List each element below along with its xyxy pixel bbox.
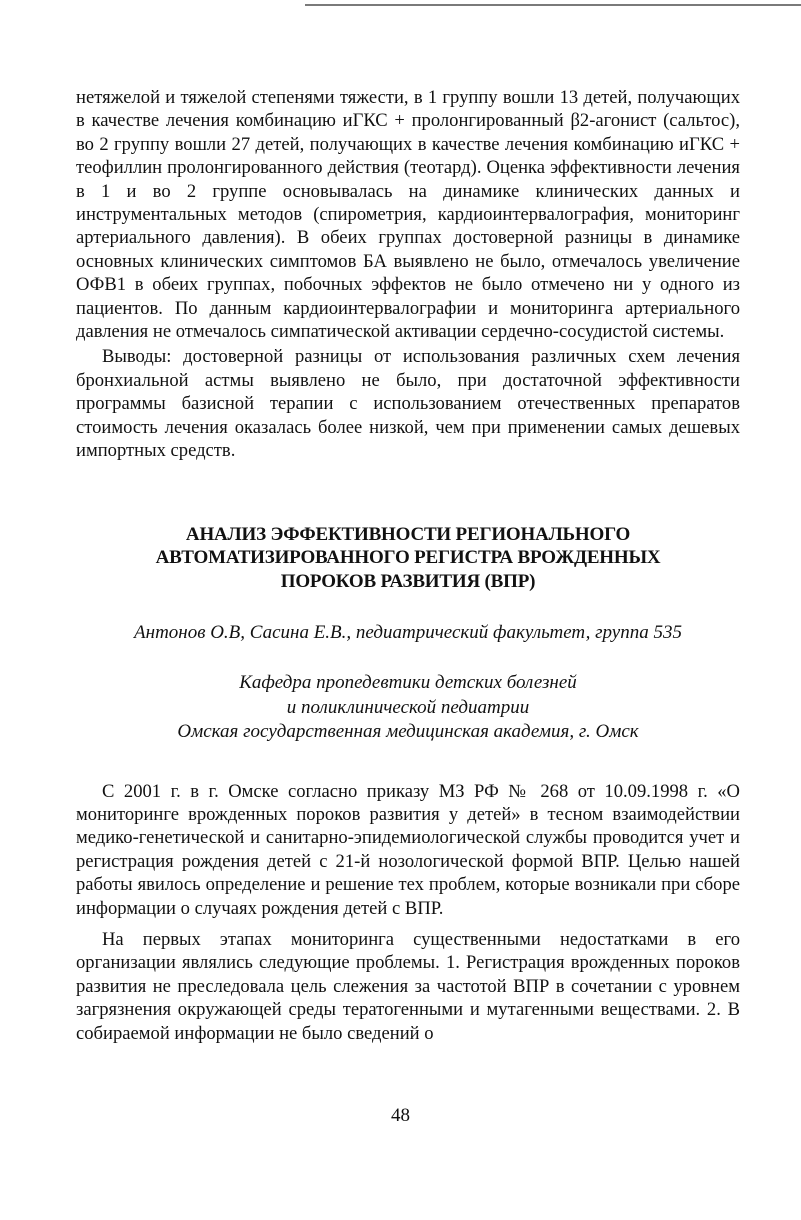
article-affiliation [76,671,740,745]
title-line: АВТОМАТИЗИРОВАННОГО РЕГИСТРА ВРОЖДЕННЫХ [155,547,661,568]
page-number: 48 [391,1105,410,1126]
article-title [76,523,740,594]
title-line: ПОРОКОВ РАЗВИТИЯ (ВПР) [280,570,536,592]
affiliation-line: Омская государственная медицинская академия, г. Омск [177,721,639,742]
article-paragraph: С 2001 г. в г. Омске согласно приказу МЗ РФ № 268 от 10.09.1998 г. «О мониторинге врожденных пороков развития у детей» в тесном взаимодействии медико-генетической и санитарно-эпидемиологической службы проводится учет и регистрация рождения детей с 21-й нозологической формой ВПР. Целью нашей работы явилось определение и решение тех проблем, которые возникали при сборе информации о случаях рождения детей с ВПР. [76,780,740,919]
top-rule [305,4,801,6]
affiliation-line: Кафедра пропедевтики детских болезней [239,672,577,693]
paragraph-conclusion: Выводы: достоверной разницы от использования различных схем лечения бронхиальной астмы выявлено не было, при достаточной эффективности программы базисной терапии с использованием отечественных препаратов стоимость лечения оказалась более низкой, чем при применении самых дешевых импортных средств. [76,346,740,462]
paragraph-continued: нетяжелой и тяжелой степенями тяжести, в 1 группу вошли 13 детей, получающих в качестве лечения комбинацию иГКС + пролонгированный β2-агонист (сальтос), во 2 группу вошли 27 детей, получающих в качестве лечения комбинацию иГКС + теофиллин пролонгированного действия (теотард). Оценка эффективности лечения в 1 и во 2 группе основывалась на динамике клинических данных и инструментальных методов (спирометрия, кардиоинтервалография, мониторинг артериального давления). В обеих группах достоверной разницы в динамике основных клинических симптомов БА выявлено не было, отмечалось увеличение ОФВ1 в обеих группах, побочных эффектов не было отмечено ни у одного из пациентов. По данным кардиоинтервалографии и мониторинга артериального давления не отмечалось симпатической активации сердечно-сосудистой системы. [76,87,740,343]
page-content [76,86,740,1045]
article-paragraph: На первых этапах мониторинга существенными недостатками в его организации являлись следующие проблемы. 1. Регистрация врожденных пороков развития не преследовала цель слежения за частотой ВПР в сочетании с уровнем загрязнения окружающей среды тератогенными и мутагенными веществами. 2. В собираемой информации не было сведений о [76,928,740,1044]
article-authors: Антонов О.В, Сасина Е.В., педиатрический факультет, группа 535 [134,622,682,643]
article-body [76,780,740,1045]
title-line: АНАЛИЗ ЭФФЕКТИВНОСТИ РЕГИОНАЛЬНОГО [185,523,631,545]
affiliation-line: и поликлинической педиатрии [286,696,530,718]
